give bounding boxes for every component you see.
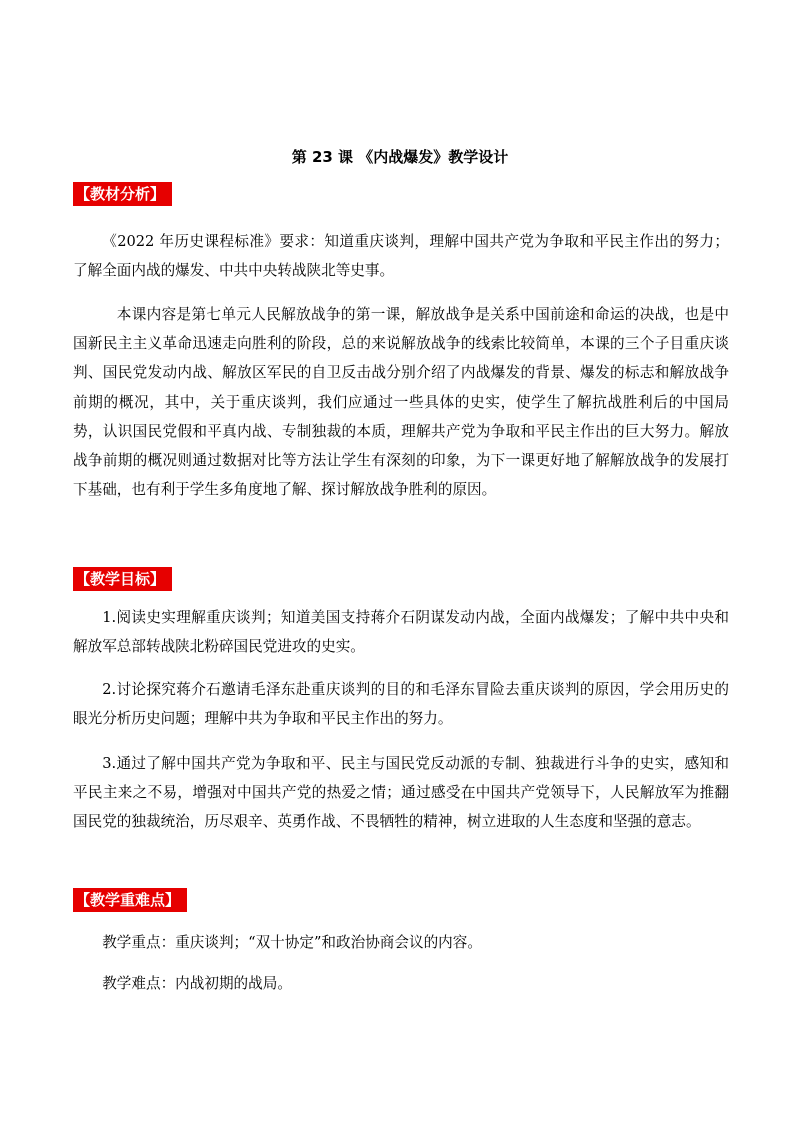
paragraph-objective-2: 2.讨论探究蒋介石邀请毛泽东赴重庆谈判的目的和毛泽东冒险去重庆谈判的原因，学会用历史的眼光分析历史问题；理解中共为争取和平民主作出的努力。 xyxy=(73,681,729,728)
paragraph-objective-1: 1.阅读史实理解重庆谈判；知道美国支持蒋介石阴谋发动内战，全面内战爆发；了解中共中央和解放军总部转战陕北粉碎国民党进攻的史实。 xyxy=(73,609,729,656)
paragraph-curriculum-standard: 《2022 年历史课程标准》要求：知道重庆谈判，理解中国共产党为争取和平民主作出的努力； 了解全面内战的爆发、中共中央转战陕北等史事。 xyxy=(73,233,729,280)
paragraph-objective-3: 3.通过了解中国共产党为争取和平、民主与国民党反动派的专制、独裁进行斗争的史实，感知和平民主来之不易，增强对中国共产党的热爱之情；通过感受在中国共产党领导下，人民解放军为推翻国民党的独裁统治，历尽艰辛、英勇作战、不畏牺牲的精神，树立进取的人生态度和坚强的意志。 xyxy=(73,755,729,831)
section-heading-key-difficult-points: 【教学重难点】 xyxy=(73,888,187,912)
paragraph-difficult-point: 教学难点：内战初期的战局。 xyxy=(102,975,292,992)
page-title: 第 23 课 《内战爆发》教学设计 xyxy=(291,148,509,166)
section-heading-teaching-objectives: 【教学目标】 xyxy=(73,567,172,591)
paragraph-key-point: 教学重点：重庆谈判；“双十协定”和政治协商会议的内容。 xyxy=(102,934,482,951)
paragraph-lesson-content: 本课内容是第七单元人民解放战争的第一课，解放战争是关系中国前途和命运的决战，也是中国新民主主义革命迅速走向胜利的阶段，总的来说解放战争的线索比较简单，本课的三个子目重庆谈判、国民党发动内战、解放区军民的自卫反击战分别介绍了内战爆发的背景、爆发的标志和解放战争前期的概况，其中，关于重庆谈判，我们应通过一些具体的史实，使学生了解抗战胜利后的中国局势，认识国民党假和平真内战、专制独裁的本质，理解共产党为争取和平民主作出的巨大努力。解放战争前期的概况则通过数据对比等方法让学生有深刻的印象，为下一课更好地了解解放战争的发展打下基础，也有利于学生多角度地了解、探讨解放战争胜利的原因。 xyxy=(73,306,729,499)
section-heading-textbook-analysis: 【教材分析】 xyxy=(73,182,172,206)
